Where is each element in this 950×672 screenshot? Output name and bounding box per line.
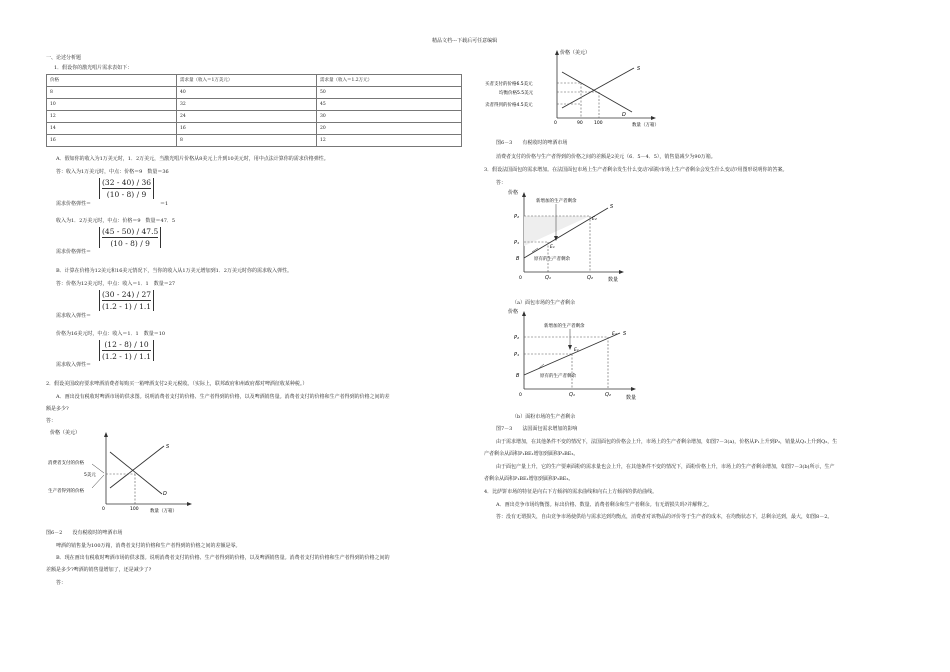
table-cell: 16 xyxy=(47,135,177,147)
table-row xyxy=(47,123,462,135)
supply-label: S xyxy=(610,204,614,210)
table-header-cell: 价格 xyxy=(47,75,177,87)
table-cell: 24 xyxy=(177,111,317,123)
table-header-cell: 需求量（收入＝1万美元） xyxy=(177,75,317,87)
supply-label: S xyxy=(637,66,641,72)
b-label: B xyxy=(516,373,520,379)
table-cell: 32 xyxy=(177,99,317,111)
origin-label: 0 xyxy=(519,393,522,398)
demand-label: D xyxy=(163,491,167,497)
table-cell: 45 xyxy=(317,99,462,111)
income-elasticity-label: 需求收入弹性＝ xyxy=(56,362,92,368)
table-cell: 12 xyxy=(317,135,462,147)
question-2: 2．假设美国政府要求啤酒消费者每购买一箱啤酒支付2美元税收。（实际上，联邦政府和州政府都对啤酒征收某种税。） xyxy=(46,381,308,387)
annotation-new-surplus: 新增加的生产者剩余 xyxy=(536,199,577,204)
producer-price-label: 生产者得到的价格 xyxy=(48,489,84,494)
elasticity-label: 需求价格弹性＝ xyxy=(56,201,92,207)
answer-label: 答： xyxy=(46,418,57,424)
seller-price-label: 卖者得到的价格4.5美元 xyxy=(485,103,533,108)
origin-label: 0 xyxy=(519,276,522,281)
fraction-2 xyxy=(99,227,161,248)
axis-y-label: 价格（美元） xyxy=(50,430,81,436)
page-header: 精品文档---下载后可任意编辑 xyxy=(432,38,498,44)
answer-label: 答： xyxy=(56,580,67,586)
b-label: B xyxy=(516,256,520,262)
subfigure-caption: （a）面包市场的生产者剩余 xyxy=(512,300,575,306)
fraction-numerator: (32 - 40) / 36 xyxy=(102,178,152,187)
table-header-cell: 需求量（收入＝1.2万元） xyxy=(317,75,462,87)
p2-label: P₂ xyxy=(514,214,520,220)
question-4: 4．比萨饼市场的特征是向右下方倾斜的需求曲线和向右上方倾斜的供给曲线。 xyxy=(484,489,658,495)
figure-6-3 xyxy=(482,46,672,134)
fraction-denominator: (10 - 8) / 9 xyxy=(106,190,147,199)
table-row xyxy=(47,99,462,111)
paragraph: B．现在画出有税收时啤酒市场的供求图。说明消费者支付的价格、生产者得到的价格，以及啤酒销售量。消费者支付的价格和生产者得到的价格之间的 xyxy=(56,555,390,561)
table-row xyxy=(47,87,462,99)
price-label: 5美元 xyxy=(84,473,96,478)
paragraph: 啤酒的销售量为100万箱，消费者支付的价格和生产者得到的价格之间的差额是零。 xyxy=(56,543,241,549)
x-tick-label: 100 xyxy=(130,507,139,512)
e1-label: E₁ xyxy=(550,245,555,250)
fraction-numerator: (30 - 24) / 27 xyxy=(102,290,152,299)
table-cell: 16 xyxy=(177,123,317,135)
p2-label: P₂ xyxy=(514,335,520,341)
p1-label: P₁ xyxy=(514,240,520,246)
question-2a-line1: A．画出没有税收时啤酒市场的供求图。说明消费者支付的价格、生产者得到的价格，以及啤酒销售量。消费者支付的价格和生产者得到的价格之间的差 xyxy=(56,394,390,400)
fraction-denominator: (10 - 8) / 9 xyxy=(110,239,150,248)
q1-intro: 1．假设你的激光唱片需求表如下： xyxy=(54,65,133,71)
question-3: 3．假设法国面包的需求增加。在法国面包市场上生产者剩余发生什么变动?面粉市场上生产者剩余会发生什么变动?用图形说明你的答案。 xyxy=(484,167,788,173)
table-cell: 10 xyxy=(47,99,177,111)
fraction-numerator: (12 - 8) / 10 xyxy=(102,340,151,351)
axis-x-label: 数量（万箱） xyxy=(632,123,659,128)
paragraph: 由于面包产量上升，它的生产要素面粉的需求量也会上升，在其他条件不变的情况下，面粉价格上升，市场上的生产者剩余增加，如图7－3(b)所示，生产 xyxy=(496,464,835,470)
supply-curve xyxy=(110,446,164,488)
consumer-price-label: 消费者支付的价格 xyxy=(48,461,84,466)
table-header-row xyxy=(47,75,462,87)
buyer-price-label: 买者支付的价格6.5美元 xyxy=(485,82,533,87)
answer-1: 答：收入为1万美元时，中点：价格＝9 数量＝36 xyxy=(56,169,169,175)
table-cell: 8 xyxy=(177,135,317,147)
paragraph: 产者剩余从面积P₁BE₁增加到面积P₂BE₂。 xyxy=(484,451,579,457)
answer-4: 答：没有无谓损失，自由竞争市场使供给与需求达到均衡点，消费者对该物品的评价等于生产者的成本，在均衡状态下，总剩余达到，最大，如图8－2。 xyxy=(496,514,833,520)
table-cell: 14 xyxy=(47,123,177,135)
e2-label: E₂ xyxy=(612,332,617,337)
axis-x-label: 数量 xyxy=(608,277,619,283)
annotation-new-surplus: 新增加的生产者剩余 xyxy=(544,324,585,329)
fraction-denominator: (1.2 - 1) / 1.1 xyxy=(102,302,152,311)
table-row xyxy=(47,111,462,123)
supply-curve xyxy=(562,68,634,108)
q1-label: Q₁ xyxy=(569,392,575,398)
e2-label: E₂ xyxy=(592,217,597,222)
figure-7-3b xyxy=(504,307,644,407)
q2-label: Q₂ xyxy=(587,275,593,281)
x-tick-label: 100 xyxy=(594,121,603,126)
axis-x-label: 数量 xyxy=(626,395,637,401)
answer-label: 答： xyxy=(496,180,507,186)
paragraph: 由于需求增加，在其他条件不变的情况下，法国面包的价格会上升，市场上的生产者剩余增加，如图7－3(a)，价格从P₁上升到P₂，销量从Q₁上升到Q₂，生 xyxy=(496,439,838,445)
answer-2: 答：价格为12美元时，中点：收入＝1．1 数量＝27 xyxy=(56,281,176,287)
demand-label: D xyxy=(622,112,626,118)
fraction-numerator: (45 - 50) / 47.5 xyxy=(102,227,159,236)
fraction-3 xyxy=(99,290,154,311)
origin-label: 0 xyxy=(554,121,557,126)
table-cell: 50 xyxy=(317,87,462,99)
paragraph: 者剩余从面积P₁BE₁增加到面积P₂BE₂。 xyxy=(484,476,574,482)
table-cell: 40 xyxy=(177,87,317,99)
demand-table xyxy=(46,74,462,147)
figure-caption: 图6－3 有税收时的啤酒市场 xyxy=(496,140,568,146)
section-title: 一、论述分析题 xyxy=(46,55,82,61)
figure-6-2 xyxy=(46,428,196,520)
elasticity-label: 需求价格弹性＝ xyxy=(56,249,92,255)
q2-label: Q₂ xyxy=(605,392,611,398)
axis-y-label: 价格（美元） xyxy=(560,50,591,56)
paragraph: 差额是多少?啤酒的销售量增加了，还是减少了? xyxy=(46,567,152,573)
supply-label: S xyxy=(623,331,627,337)
e1-label: E₁ xyxy=(574,348,579,353)
table-cell: 12 xyxy=(47,111,177,123)
supply-label: S xyxy=(166,444,170,450)
fraction-1 xyxy=(99,178,154,199)
fraction-result: ＝1 xyxy=(160,201,169,207)
origin-label: 0 xyxy=(102,507,105,512)
p1-label: P₁ xyxy=(514,352,520,358)
question-b: B．计算在价格为12美元和16美元情况下，当你的收入从1万美元增加到1．2万美元时你的需求收入弹性。 xyxy=(56,268,292,274)
paragraph: 消费者支付的价格与生产者得到的价格之间的差额是2美元（6．5－4．5），销售量减少为90万箱。 xyxy=(496,154,716,160)
axis-y-label: 价格 xyxy=(508,190,519,196)
figure-7-3a xyxy=(504,186,634,292)
fraction-4 xyxy=(99,340,154,361)
table-cell: 30 xyxy=(317,111,462,123)
table-row xyxy=(47,135,462,147)
annotation-old-surplus: 原有的生产者剩余 xyxy=(534,257,570,262)
table-cell: 8 xyxy=(47,87,177,99)
question-4a: A．画出竞争市场均衡图。标出价格、数量、消费者剩余和生产者剩余。有无谓损失吗?并解释之。 xyxy=(496,502,713,508)
demand-curve xyxy=(110,452,162,494)
income-line-2: 收入为1．2万美元时，中点：价格＝9 数量＝47．5 xyxy=(56,218,176,224)
fraction-denominator: (1.2 - 1) / 1.1 xyxy=(102,352,152,361)
figure-caption: 图6－2 没有税收时的啤酒市场 xyxy=(46,530,123,536)
annotation-old-surplus: 原有的生产者剩余 xyxy=(540,374,576,379)
subfigure-caption: （b）面粉市场的生产者剩余 xyxy=(512,414,576,420)
x-tick-label: 90 xyxy=(577,121,583,126)
axis-y-label: 价格 xyxy=(508,309,519,315)
question-2a-line2: 额是多少? xyxy=(46,406,69,412)
equilibrium-price-label: 均衡价格5.5美元 xyxy=(499,91,534,96)
income-elasticity-label: 需求收入弹性＝ xyxy=(56,313,92,319)
q1-label: Q₁ xyxy=(545,275,551,281)
axis-x-label: 数量（万箱） xyxy=(150,509,177,514)
figure-caption: 图7－3 法国面包需求增加的影响 xyxy=(496,426,578,432)
table-cell: 20 xyxy=(317,123,462,135)
income-line-3: 价格为16美元时，中点：收入＝1．1 数量＝10 xyxy=(56,331,166,337)
question-a: A．假如你的收入为1万美元时，1．2万美元，当激光唱片价格从8美元上升到10美元时，用中点法计算你的需求价格弹性。 xyxy=(56,156,329,162)
